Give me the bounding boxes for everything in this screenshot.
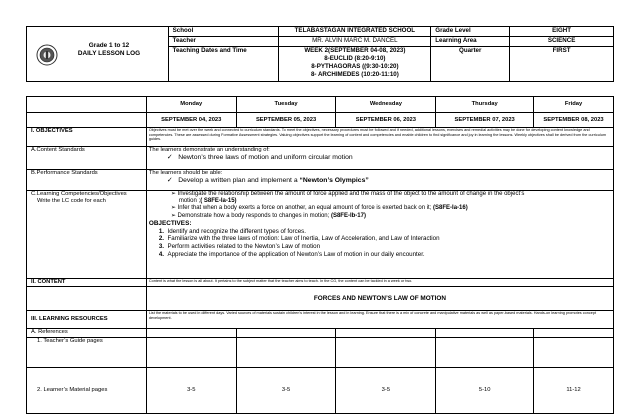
objective-number: 1.: [158, 227, 165, 235]
performance-standards-text: Develop a written plan and implement a: [178, 177, 300, 184]
check-icon: ✓: [166, 154, 179, 161]
blank-cell: [27, 287, 147, 311]
content-note: Content is what the lesson is all about. It pertains to the subject matter that the teacher aims to teach. In the CG, the content can be tackled in a week or two.: [146, 279, 613, 287]
objective-text: Identify and recognize the different types of forces.: [167, 227, 306, 235]
date-header: SEPTEMBER 07, 2023: [436, 113, 534, 128]
competency-code: (S8FE-Ib-17): [330, 212, 366, 219]
competencies-cell: [146, 191, 613, 279]
blank-corner-cell: [27, 97, 147, 113]
objective-text: Perform activities related to the Newton’s Law of motion: [167, 243, 321, 250]
date-header: SEPTEMBER 08, 2023: [534, 113, 614, 128]
day-header: Tuesday: [236, 97, 336, 113]
objective-number: 2.: [158, 235, 165, 243]
competencies-label-line1: C.Learning Competencies/Objectives: [31, 191, 127, 197]
arrow-bullet-icon: ➢: [170, 212, 178, 219]
content-standards-label: A.Content Standards: [27, 147, 147, 170]
blank-corner-cell: [27, 113, 147, 128]
competency-text: Infer that when a body exerts a force on another, an equal amount of force is exerted back on it;: [177, 205, 434, 212]
teachers-guide-cell: [236, 338, 336, 368]
competency-text: motion ;: [178, 198, 201, 205]
resources-label: III. LEARNING RESOURCES: [27, 311, 147, 329]
content-title: FORCES AND NEWTON’S LAW OF MOTION: [146, 287, 613, 311]
learners-material-label: 2. Learner’s Material pages: [27, 368, 147, 414]
references-label: A. References: [27, 329, 147, 338]
quarter-value: FIRST: [510, 47, 614, 82]
learning-area-label: Learning Area: [431, 37, 510, 47]
teachers-guide-cell: [146, 338, 236, 368]
day-header: Monday: [146, 97, 236, 113]
date-header: SEPTEMBER 06, 2023: [336, 113, 436, 128]
teachers-guide-label: 1. Teacher’s Guide pages: [27, 338, 147, 368]
arrow-bullet-icon: ➢: [170, 205, 178, 212]
performance-standards-item: [149, 177, 613, 185]
teachers-guide-cell: [436, 338, 534, 368]
content-standards-text: Newton’s three laws of motion and uniform circular motion: [178, 154, 353, 161]
check-icon: ✓: [166, 177, 179, 184]
dates-line: 8- ARCHIMEDES (10:20-11:10): [310, 71, 399, 78]
objectives-note: Objectives must be met over the week and connected to curriculum standards. To meet the objectives, necessary procedures must be followed and if needed, additional lessons, exercises and remedial activities may be done for developing content knowledge and competencies. These are assessed during Formative Assessment strategies. Valuing objectives support the learning of content and competencies and enable children to find significance and joy in learning the lessons. Weekly objectives shall be derived from the curriculum guides.: [146, 128, 613, 147]
competency-code: (S8FE-Ia-16): [433, 205, 468, 212]
objective-item: [149, 243, 613, 251]
learners-material-value: 3-5: [336, 368, 436, 414]
dates-line: 8-EUCLID (8:20-9:10): [324, 55, 386, 62]
learners-material-value: 5-10: [436, 368, 534, 414]
content-label: II. CONTENT: [27, 279, 147, 287]
competency-text: Demonstrate how a body responds to changes in motion;: [177, 212, 331, 219]
teachers-guide-cell: [534, 338, 614, 368]
teacher-label: Teacher: [168, 37, 279, 47]
references-cell: [336, 329, 436, 338]
performance-standards-intro: The learners should be able:: [148, 170, 223, 176]
performance-standards-label: B.Performance Standards: [27, 170, 147, 191]
learners-material-value: 3-5: [146, 368, 236, 414]
day-header: Wednesday: [336, 97, 436, 113]
lesson-log-table: [26, 96, 614, 414]
logo-cell: [27, 27, 169, 82]
objective-item: [149, 235, 613, 243]
dates-line: WEEK 2(SEPTEMBER 04-08, 2023): [304, 47, 406, 54]
objective-item: [149, 228, 613, 236]
log-title: DAILY LESSON LOG: [77, 50, 141, 57]
references-cell: [146, 329, 236, 338]
grade-level-label: Grade Level: [431, 27, 510, 37]
learners-material-value: 3-5: [236, 368, 336, 414]
objectives-title: OBJECTIVES:: [148, 219, 192, 227]
teachers-guide-cell: [336, 338, 436, 368]
performance-standards-bold: “Newton’s Olympics”: [299, 177, 369, 184]
learners-material-value: 11-12: [534, 368, 614, 414]
competencies-label: [27, 191, 147, 279]
objective-number: 3.: [158, 243, 165, 250]
grade-range: Grade 1 to 12: [88, 42, 130, 49]
objective-text: Familiarize with the three laws of motion: Law of Inertia, Law of Acceleration, and Law of Interaction: [167, 235, 440, 243]
content-standards-cell: [146, 147, 613, 170]
references-cell: [436, 329, 534, 338]
header-info-table: [26, 26, 614, 82]
objective-number: 4.: [158, 250, 165, 258]
competency-code: ( S8FE-Ia-15): [200, 198, 237, 205]
competency-item: [149, 213, 613, 220]
objective-text: Appreciate the importance of the application of Newton’s Law of motion in our daily encounter.: [167, 250, 425, 258]
content-standards-item: [149, 154, 613, 162]
school-value: TELABASTAGAN INTEGRATED SCHOOL: [279, 27, 431, 37]
dates-label: Teaching Dates and Time: [168, 47, 279, 82]
arrow-bullet-icon: ➢: [170, 191, 178, 197]
learning-area-value: SCIENCE: [510, 37, 614, 47]
competency-item-continuation: [149, 198, 613, 205]
date-header: SEPTEMBER 05, 2023: [236, 113, 336, 128]
competency-item: [149, 205, 613, 212]
teacher-value: MR. ALVIN MARC M. DANCEL: [279, 37, 431, 47]
dates-value: [279, 47, 431, 82]
objectives-label: I. OBJECTIVES: [27, 128, 147, 147]
references-cell: [236, 329, 336, 338]
dates-line: 8-PYTHAGORAS ((9:30-10:20): [311, 63, 399, 70]
resources-note: List the materials to be used in different days. Varied sources of materials sustain children’s interest in the lesson and in learning. Ensure that there is a mix of concrete and manipulative materials as well as paper-based materials. Hands-on learning promotes concept development.: [146, 311, 613, 329]
performance-standards-cell: [146, 170, 613, 191]
competencies-label-line2: Write the LC code for each: [37, 198, 106, 204]
grade-level-value: EIGHT: [510, 27, 614, 37]
day-header: Friday: [534, 97, 614, 113]
day-header: Thursday: [436, 97, 534, 113]
objective-item: [149, 251, 613, 259]
content-standards-intro: The learners demonstrate an understanding of:: [148, 147, 270, 153]
date-header: SEPTEMBER 04, 2023: [146, 113, 236, 128]
school-label: School: [168, 27, 279, 37]
quarter-label: Quarter: [431, 47, 510, 82]
competency-text: Investigate the relationship between the amount of force applied and the mass of the object to the amount of change in the object’s: [177, 191, 525, 197]
references-cell: [534, 329, 614, 338]
competency-item: [149, 191, 613, 198]
